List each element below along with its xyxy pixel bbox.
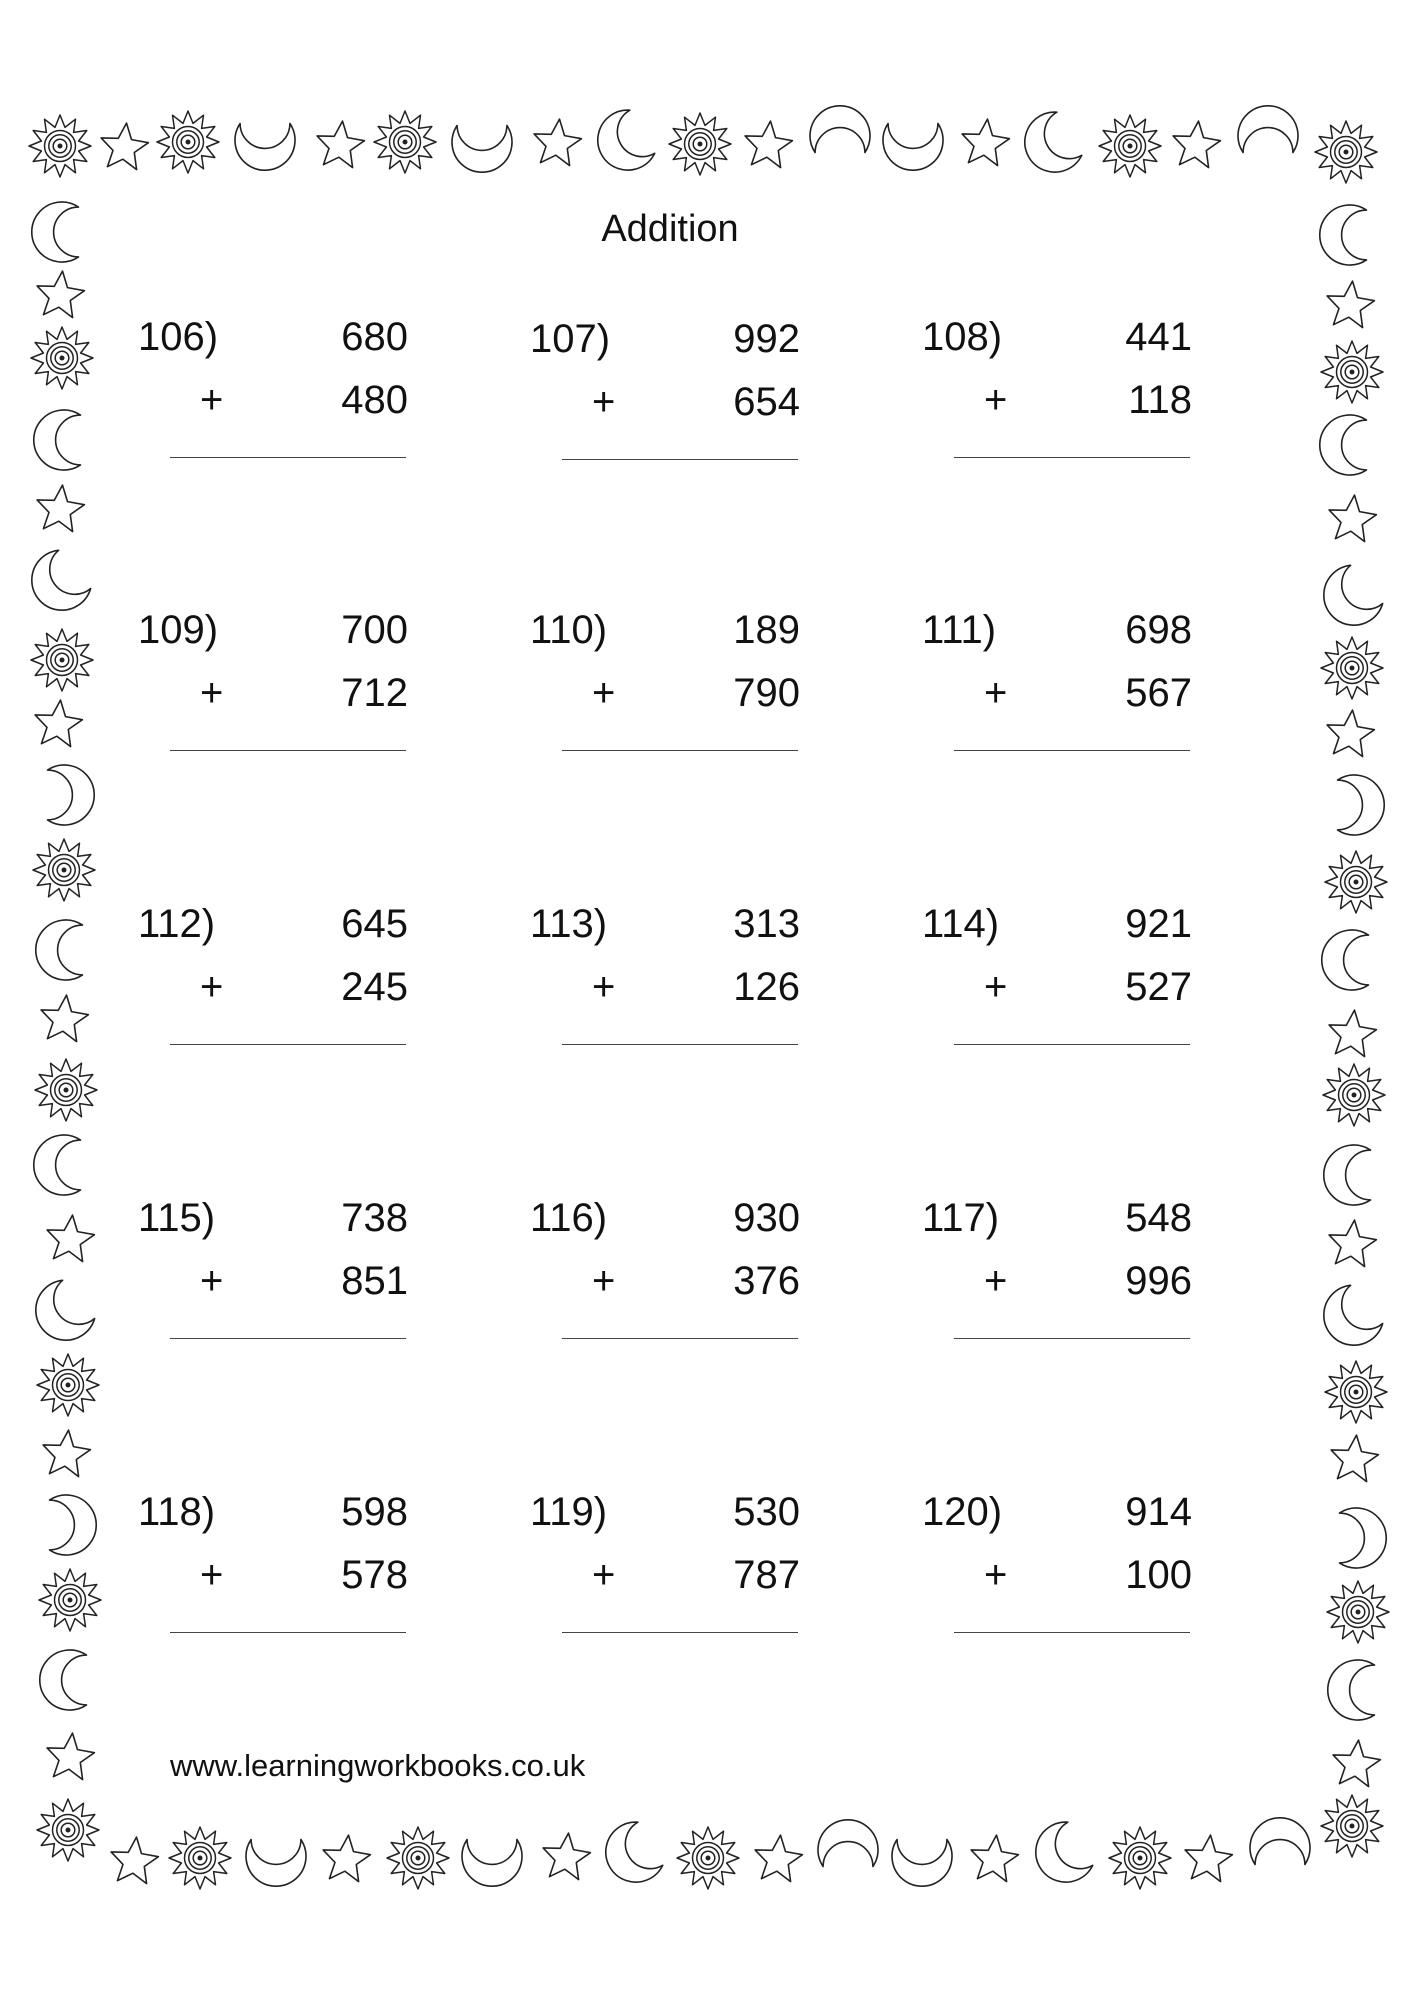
answer-line (954, 1632, 1190, 1633)
moon-icon (246, 1840, 306, 1887)
answer-line (562, 459, 798, 460)
moon-icon (462, 1840, 522, 1887)
answer-line (954, 457, 1190, 458)
moon-icon (34, 410, 81, 470)
addend-top: 598 (341, 1490, 408, 1534)
problem-117 (922, 1196, 1252, 1396)
sun-icon (677, 1827, 739, 1889)
sun-icon (1327, 1581, 1389, 1643)
answer-line (170, 750, 406, 751)
plus-sign: + (200, 378, 224, 422)
plus-sign: + (984, 965, 1008, 1009)
star-icon (745, 121, 792, 168)
problem-118 (138, 1490, 468, 1690)
sun-icon (1323, 1064, 1385, 1126)
star-icon (1173, 121, 1220, 168)
addend-top: 441 (1125, 315, 1192, 359)
star-icon (1185, 1835, 1232, 1882)
sun-icon (1099, 115, 1161, 177)
sun-icon (669, 113, 731, 175)
sun-icon (1325, 1361, 1387, 1423)
plus-sign: + (592, 1553, 616, 1597)
plus-sign: + (984, 1259, 1008, 1303)
addend-top: 914 (1125, 1490, 1192, 1534)
sun-icon (387, 1827, 449, 1889)
plus-sign: + (592, 671, 616, 715)
star-icon (1331, 1435, 1378, 1482)
star-icon (1329, 1220, 1376, 1267)
moon-icon (892, 1840, 952, 1887)
problem-number: 112) (138, 902, 216, 946)
sun-icon (37, 1354, 99, 1416)
problem-number: 109) (138, 608, 219, 652)
problem-number: 117) (922, 1196, 1000, 1240)
plus-sign: + (200, 1553, 224, 1597)
moon-icon (595, 1818, 665, 1893)
sun-icon (31, 629, 93, 691)
sun-icon (35, 1059, 97, 1121)
moon-icon (810, 106, 870, 153)
problem-number: 111) (922, 608, 997, 652)
problem-110 (530, 608, 860, 808)
problem-108 (922, 315, 1252, 515)
addend-bottom: 118 (1128, 378, 1192, 422)
moon-icon (1324, 1145, 1371, 1205)
problem-119 (530, 1490, 860, 1690)
addend-bottom: 578 (341, 1553, 408, 1597)
problem-109 (138, 608, 468, 808)
addend-top: 680 (341, 315, 408, 359)
problem-number: 119) (530, 1490, 608, 1534)
sun-icon (1321, 1795, 1383, 1857)
answer-line (562, 1338, 798, 1339)
star-icon (101, 123, 148, 170)
answer-line (170, 1632, 406, 1633)
star-icon (534, 119, 581, 166)
addend-bottom: 126 (733, 965, 800, 1009)
answer-line (562, 1632, 798, 1633)
moon-icon (818, 1820, 878, 1867)
moon-icon (36, 920, 83, 980)
moon-icon (1328, 1660, 1375, 1720)
plus-sign: + (984, 1553, 1008, 1597)
star-icon (1327, 281, 1374, 328)
addend-bottom: 567 (1125, 671, 1192, 715)
sun-icon (31, 327, 93, 389)
page-title: Addition (601, 208, 739, 250)
addend-top: 930 (733, 1196, 800, 1240)
addend-bottom: 527 (1125, 965, 1192, 1009)
problem-number: 106) (138, 315, 219, 359)
star-icon (41, 995, 88, 1042)
star-icon (37, 271, 84, 318)
addend-bottom: 376 (733, 1259, 800, 1303)
star-icon (962, 119, 1009, 166)
problem-number: 118) (138, 1490, 216, 1534)
footer-url: www.learningworkbooks.co.uk (170, 1748, 586, 1783)
problem-number: 116) (530, 1196, 608, 1240)
answer-line (170, 457, 406, 458)
addend-top: 698 (1125, 608, 1192, 652)
problem-120 (922, 1490, 1252, 1690)
addend-top: 700 (341, 608, 408, 652)
moon-icon (452, 126, 512, 173)
problem-112 (138, 902, 468, 1102)
plus-sign: + (200, 1259, 224, 1303)
moon-icon (1320, 415, 1367, 475)
sun-icon (33, 839, 95, 901)
problem-107 (530, 317, 860, 517)
star-icon (47, 1733, 94, 1780)
problem-115 (138, 1196, 468, 1396)
moon-icon (34, 1135, 81, 1195)
moon-icon (20, 546, 94, 622)
star-icon (317, 121, 364, 168)
problem-number: 114) (922, 902, 1000, 946)
addend-top: 313 (733, 902, 800, 946)
star-icon (43, 1430, 90, 1477)
addend-bottom: 790 (733, 671, 800, 715)
star-icon (755, 1835, 802, 1882)
star-icon (1329, 1010, 1376, 1057)
problem-number: 110) (530, 608, 608, 652)
addend-bottom: 100 (1125, 1553, 1192, 1597)
addend-bottom: 654 (733, 380, 800, 424)
sun-icon (1109, 1827, 1171, 1889)
problem-number: 120) (922, 1490, 1003, 1534)
problem-113 (530, 902, 860, 1102)
addend-bottom: 245 (341, 965, 408, 1009)
addend-top: 645 (341, 902, 408, 946)
problem-number: 107) (530, 317, 611, 361)
moon-icon (1014, 108, 1084, 183)
sun-icon (37, 1799, 99, 1861)
answer-line (954, 750, 1190, 751)
sun-icon (29, 115, 91, 177)
problem-116 (530, 1196, 860, 1396)
plus-sign: + (592, 380, 616, 424)
sun-icon (157, 111, 219, 173)
problem-number: 108) (922, 315, 1003, 359)
star-icon (323, 1835, 370, 1882)
addend-bottom: 996 (1125, 1259, 1192, 1303)
addend-top: 921 (1125, 902, 1192, 946)
moon-icon (1322, 930, 1369, 990)
star-icon (111, 1837, 158, 1884)
answer-line (170, 1338, 406, 1339)
answer-line (562, 1044, 798, 1045)
problem-111 (922, 608, 1252, 808)
sun-icon (169, 1827, 231, 1889)
sun-icon (1321, 341, 1383, 403)
moon-icon (48, 765, 95, 825)
star-icon (543, 1833, 590, 1880)
answer-line (954, 1044, 1190, 1045)
addend-top: 548 (1125, 1196, 1192, 1240)
star-icon (1327, 710, 1374, 757)
star-icon (35, 700, 82, 747)
plus-sign: + (592, 1259, 616, 1303)
moon-icon (1340, 1508, 1387, 1568)
addend-top: 189 (733, 608, 800, 652)
problem-114 (922, 902, 1252, 1102)
star-icon (1329, 495, 1376, 541)
moon-icon (1338, 775, 1385, 835)
plus-sign: + (200, 671, 224, 715)
problem-number: 115) (138, 1196, 216, 1240)
sun-icon (39, 1569, 101, 1631)
addend-bottom: 787 (733, 1553, 800, 1597)
moon-icon (1025, 1818, 1095, 1893)
problem-106 (138, 315, 468, 515)
answer-line (562, 750, 798, 751)
sun-icon (374, 111, 436, 173)
plus-sign: + (592, 965, 616, 1009)
moon-icon (1312, 1281, 1386, 1357)
plus-sign: + (984, 378, 1008, 422)
addend-bottom: 851 (341, 1259, 408, 1303)
moon-icon (235, 124, 295, 171)
addend-bottom: 480 (341, 378, 408, 422)
problem-number: 113) (530, 902, 608, 946)
sun-icon (1315, 121, 1377, 183)
moon-icon (24, 1276, 98, 1352)
moon-icon (50, 1495, 97, 1555)
moon-icon (883, 124, 943, 171)
sun-icon (1321, 637, 1383, 699)
moon-icon (587, 106, 657, 181)
plus-sign: + (200, 965, 224, 1009)
sun-icon (1325, 851, 1387, 913)
star-icon (47, 1215, 94, 1262)
moon-icon (1238, 106, 1298, 153)
star-icon (37, 485, 84, 531)
moon-icon (1312, 561, 1386, 637)
star-icon (1333, 1740, 1380, 1787)
plus-sign: + (984, 671, 1008, 715)
moon-icon (1250, 1818, 1310, 1865)
answer-line (954, 1338, 1190, 1339)
star-icon (971, 1835, 1018, 1882)
answer-line (170, 1044, 406, 1045)
addend-bottom: 712 (341, 671, 408, 715)
moon-icon (40, 1650, 87, 1710)
addend-top: 992 (733, 317, 800, 361)
addend-top: 530 (733, 1490, 800, 1534)
addend-top: 738 (341, 1196, 408, 1240)
